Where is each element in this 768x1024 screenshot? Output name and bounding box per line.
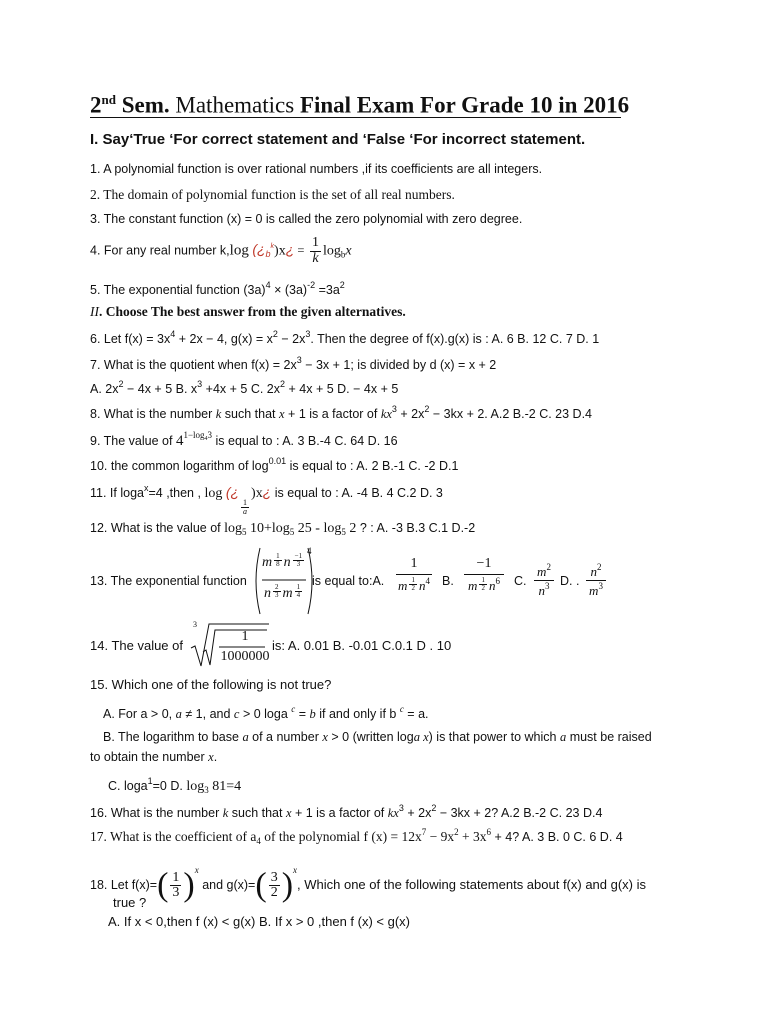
q17-d: + 3x xyxy=(458,829,487,844)
q13-option-a xyxy=(396,556,432,594)
q15a-9: if and only if b xyxy=(315,707,400,721)
q16-c: x xyxy=(285,806,292,820)
q9-exp-text: 1−log xyxy=(183,430,205,440)
q13-option-d xyxy=(586,562,606,599)
q7o-e3: 2 xyxy=(280,379,286,389)
q16-f: + 2x xyxy=(403,806,432,820)
q11-log: log xyxy=(204,486,223,501)
q7o-c: +4x + 5 C. 2x xyxy=(202,382,281,396)
q13-B-m-exp-den: 2 xyxy=(481,584,485,593)
q16-k: k xyxy=(222,806,229,820)
q7o-e2: 3 xyxy=(197,379,203,389)
q15b2-2: x xyxy=(208,750,214,764)
q7o-b: − 4x + 5 B. x xyxy=(123,382,198,396)
q6-b: + 2x − 4, g(x) = x xyxy=(175,332,273,346)
q15d-val: 81=4 xyxy=(208,779,242,794)
q14-options: is: A. 0.01 B. -0.01 C.0.1 D . 10 xyxy=(272,638,452,653)
section-2-text: . Choose The best answer from the given alternatives. xyxy=(99,304,406,319)
q13-A-num: 1 xyxy=(396,556,432,575)
q15b-4: x xyxy=(322,730,328,744)
question-3: 3. The constant function (x) = 0 is called the zero polynomial with zero degree. xyxy=(90,212,523,226)
q11-c: is equal to : A. -4 B. 4 C.2 D. 3 xyxy=(271,486,443,500)
q15b-3: of a number xyxy=(248,730,323,744)
q17-e2: 2 xyxy=(454,827,459,837)
q18-f-fraction xyxy=(170,871,181,901)
q15-option-c-d xyxy=(108,776,241,795)
q15d-sub: 3 xyxy=(204,785,209,795)
q15a-2: a xyxy=(175,707,182,721)
q13-num-n-exp-num: −1 xyxy=(294,552,303,560)
q16-e2: 2 xyxy=(431,803,437,813)
question-2: 2. The domain of polynomial function is the set of all real numbers. xyxy=(90,187,455,202)
q18-f-close-paren: ) xyxy=(183,866,195,904)
q13-den-m-exp xyxy=(295,584,303,600)
question-15: 15. Which one of the following is not true? xyxy=(90,677,332,692)
q13-num-m-exp-num: 1 xyxy=(276,552,280,560)
q13-A-den-m-exp xyxy=(409,577,417,593)
q7o-e1: 2 xyxy=(118,379,124,389)
q17-a: 17. What is the coefficient of a xyxy=(90,829,257,844)
q15b2-1: to obtain the number xyxy=(90,750,209,764)
q15a-11: = a. xyxy=(403,707,429,721)
q13-num-m-exp xyxy=(274,553,282,569)
q8-g: − 3kx + 2. A.2 B.-2 C. 23 D.4 xyxy=(429,407,592,421)
q17-c: − 9x xyxy=(426,829,455,844)
q11-a: 11. If loga xyxy=(90,486,144,500)
q9-exp-tail: 3 xyxy=(207,430,213,440)
q16-g: − 3kx + 2? A.2 B.-2 C. 23 D.4 xyxy=(436,806,603,820)
q15a-3: ≠ 1, and xyxy=(181,707,234,721)
question-8 xyxy=(90,404,592,422)
question-1: 1. A polynomial function is over rational numbers ,if its coefficients are all integers. xyxy=(90,162,543,176)
q15b-8: a xyxy=(559,730,567,744)
q11-e: x xyxy=(143,483,149,493)
q13-D-num-exp: 2 xyxy=(597,562,602,572)
q6-e3: 3 xyxy=(305,329,311,339)
q15a-4: c xyxy=(233,707,240,721)
section-2-heading xyxy=(90,304,406,320)
q15b-9: must be raised xyxy=(566,730,652,744)
q4-fraction xyxy=(310,236,321,266)
q4-log2-sub: b xyxy=(340,249,346,260)
q5-a: 5. The exponential function (3a) xyxy=(90,283,266,297)
q18-g-fraction xyxy=(269,871,280,901)
q4-inner-sub: b xyxy=(265,249,271,260)
q13-A-m-exp-num: 1 xyxy=(411,576,415,584)
q6-a: 6. Let f(x) = 3x xyxy=(90,332,171,346)
q13-A-m-exp-den: 2 xyxy=(411,584,415,593)
q15-option-a xyxy=(103,704,429,722)
q13-den-m-exp-den: 4 xyxy=(296,591,301,600)
q18-f-exp: x xyxy=(194,865,199,875)
q12-l3: log xyxy=(323,521,342,536)
title-subject: Mathematics xyxy=(169,92,300,118)
q13-num-n-exp xyxy=(293,553,304,569)
q16-e: kx xyxy=(387,806,399,820)
q18-g-open-paren: ( xyxy=(255,866,267,904)
q10-b: is equal to : A. 2 B.-1 C. -2 D.1 xyxy=(286,459,459,473)
q15b-6: a x xyxy=(413,730,429,744)
q13-D-label: D. . xyxy=(560,574,580,588)
q5-b: × (3a) xyxy=(270,283,308,297)
q8-e1: 3 xyxy=(391,404,397,414)
q13-num-m-exp-den: 8 xyxy=(276,560,280,569)
q13-num-n-exp-den: 3 xyxy=(296,560,301,569)
q11-b: =4 ,then , xyxy=(148,486,205,500)
q13-den-m: m xyxy=(282,586,293,601)
q15b-2: a xyxy=(242,730,249,744)
q13-B-den-n-exp: 6 xyxy=(495,576,500,586)
q15b-7: ) is that power to which xyxy=(428,730,560,744)
q8-e2: 2 xyxy=(424,404,430,414)
q17-f: + 4? A. 3 B. 0 C. 6 D. 4 xyxy=(491,830,623,844)
q15a-5: > 0 loga xyxy=(239,707,292,721)
q11-paren: (¿ xyxy=(225,484,240,500)
q4-inner-k: k xyxy=(270,243,275,251)
q13-inner-denominator xyxy=(264,584,304,602)
q8-b: such that xyxy=(221,407,280,421)
question-7-options xyxy=(90,379,398,396)
q13-B-num: −1 xyxy=(464,556,504,575)
q15c-2: =0 D. xyxy=(152,779,187,793)
q8-e: kx xyxy=(380,407,392,421)
question-5 xyxy=(90,280,345,297)
q9-exp xyxy=(183,430,212,440)
q13-den-n-exp-num: 2 xyxy=(275,583,279,591)
q15c-1: C. loga xyxy=(108,779,148,793)
q14-num: 1 xyxy=(241,629,249,644)
q18-g-den: 2 xyxy=(270,885,278,901)
question-9 xyxy=(90,430,398,450)
q12-v1: 10+ xyxy=(246,521,272,536)
question-18 xyxy=(90,865,646,903)
q15a-7: = xyxy=(295,707,310,721)
q7-e1: 3 xyxy=(296,355,302,365)
q12-a: 12. What is the value of xyxy=(90,521,225,535)
q18-g-num: 3 xyxy=(270,869,278,885)
q7o-a: A. 2x xyxy=(90,382,119,396)
q18-f-open-paren: ( xyxy=(157,866,169,904)
q13-C-num-exp: 2 xyxy=(546,562,551,572)
q4-mid: ¿ xyxy=(285,241,295,258)
q16-d: + 1 is a factor of xyxy=(291,806,388,820)
q15a-1: A. For a > 0, xyxy=(103,707,176,721)
q12-s1: 5 xyxy=(242,527,247,537)
title-rest: Final Exam For Grade 10 in 2016 xyxy=(299,92,630,118)
q13-B-den-m: m xyxy=(468,578,478,593)
section-2-roman: II xyxy=(90,304,99,319)
question-14-label: 14. The value of xyxy=(90,638,183,653)
q4-inner: (¿ xyxy=(252,241,266,258)
q12-v2: 25 - xyxy=(294,521,324,536)
q6-e2: 2 xyxy=(272,329,278,339)
q7-b: − 3x + 1; is divided by d (x) = x + 2 xyxy=(301,358,497,372)
q12-b: ? : A. -3 B.3 C.1 D.-2 xyxy=(356,521,476,535)
q13-D-num: n xyxy=(590,564,597,579)
q13-B-label: B. xyxy=(442,574,454,588)
q4-log: log xyxy=(229,242,249,259)
q15d-log: log xyxy=(186,779,205,794)
q7o-d: + 4x + 5 D. − 4x + 5 xyxy=(285,382,399,396)
q8-f: + 2x xyxy=(396,407,425,421)
q12-v3: 2 xyxy=(345,521,357,536)
q4-close: )x xyxy=(274,243,286,259)
q9-b: is equal to : A. 3 B.-4 C. 64 D. 16 xyxy=(215,434,398,448)
q13-num-n: n xyxy=(283,555,291,570)
title-sem: Sem. xyxy=(115,92,170,118)
q13-outer-exp: 4 xyxy=(307,546,312,556)
exam-title xyxy=(90,92,629,119)
q8-a: 8. What is the number xyxy=(90,407,216,421)
q13-D-den: m xyxy=(589,583,599,598)
q13-B-m-exp-num: 1 xyxy=(481,576,485,584)
q18-options: A. If x < 0,then f (x) < g(x) B. If x > 0 ,then f (x) < g(x) xyxy=(108,914,410,929)
q13-C-label: C. xyxy=(514,574,527,588)
q13-C-den-exp: 3 xyxy=(545,581,550,591)
q13-den-n-exp xyxy=(273,584,281,600)
q18-a: 18. Let f(x)= xyxy=(90,878,158,892)
q13-den-m-exp-num: 1 xyxy=(296,583,301,591)
q15a-6: c xyxy=(291,704,296,714)
q12-s3: 5 xyxy=(341,527,346,537)
q13-den-n: n xyxy=(264,586,271,601)
question-11 xyxy=(90,483,443,517)
q11-frac-num: 1 xyxy=(243,498,248,507)
question-10 xyxy=(90,456,458,473)
question-7 xyxy=(90,355,496,372)
q6-c: − 2x xyxy=(277,332,306,346)
question-6 xyxy=(90,329,599,346)
q17-e3: 6 xyxy=(486,827,492,837)
q9-base: 4 xyxy=(175,433,184,449)
q9-exp-sub: 4 xyxy=(204,436,208,442)
question-12 xyxy=(90,521,475,537)
q8-c: x xyxy=(279,407,285,421)
q8-k: k xyxy=(215,407,222,421)
q5-c: =3a xyxy=(315,283,340,297)
q17-e1: 7 xyxy=(421,827,427,837)
q13-C-den: n xyxy=(538,583,545,598)
q4-prefix: 4. For any real number k, xyxy=(90,243,230,258)
q13-option-c xyxy=(534,562,554,599)
q13-num-m: m xyxy=(262,555,273,570)
q13-B-den-n: n xyxy=(488,578,496,593)
q15-option-b-line2 xyxy=(90,750,217,765)
q18-g-exp: x xyxy=(293,865,298,875)
q12-l2: log xyxy=(271,521,290,536)
q13-A-den-n-exp: 4 xyxy=(425,576,430,586)
q14-root-index: 3 xyxy=(193,620,197,629)
section-1-heading: I. Say‘True ‘For correct statement and ‘False ‘For incorrect statement. xyxy=(90,131,586,148)
q15b-5: > 0 (written log xyxy=(327,730,414,744)
q15b-1: B. The logarithm to base xyxy=(103,730,243,744)
q13-option-b xyxy=(464,556,504,594)
q14-den: 1000000 xyxy=(220,649,270,664)
q18-g-close-paren: ) xyxy=(281,866,294,904)
q4-eq: = xyxy=(294,243,305,258)
q18-b: and g(x)= xyxy=(198,878,256,892)
q11-mid: ¿ xyxy=(262,484,272,500)
q18-true: true ? xyxy=(113,895,147,910)
title-grade-prefix: 2 xyxy=(90,92,102,118)
q5-exp1: 4 xyxy=(265,280,271,290)
q15a-10: c xyxy=(399,704,404,714)
q17-s: 4 xyxy=(256,836,261,846)
q16-e1: 3 xyxy=(398,803,404,813)
q11-fraction xyxy=(241,499,249,517)
q13-A-den-n: n xyxy=(418,578,426,593)
q13-B-den-m-exp xyxy=(479,577,487,593)
q5-exp3: 2 xyxy=(339,280,345,290)
q4-frac-den: k xyxy=(312,250,319,266)
q5-exp2: -2 xyxy=(307,280,316,290)
q11-frac-den: a xyxy=(243,507,248,517)
q15b2-3: . xyxy=(213,750,218,764)
q7-a: 7. What is the quotient when f(x) = 2x xyxy=(90,358,297,372)
q16-a: 16. What is the number xyxy=(90,806,223,820)
q13-C-num: m xyxy=(537,564,547,579)
q15c-exp: 1 xyxy=(147,776,153,786)
q4-frac-num: 1 xyxy=(311,235,319,250)
question-13-label: 13. The exponential function xyxy=(90,574,247,588)
q9-a: 9. The value of xyxy=(90,434,176,448)
q11-close: )x xyxy=(251,486,263,501)
q12-l1: log xyxy=(224,521,242,536)
question-4 xyxy=(90,236,352,266)
q16-b: such that xyxy=(228,806,286,820)
q15a-8: b xyxy=(309,707,316,721)
q13-inner-numerator xyxy=(262,553,306,571)
q4-log2-arg: x xyxy=(345,243,352,259)
q17-b: of the polynomial f (x) = 12x xyxy=(260,829,422,844)
q13-D-den-exp: 3 xyxy=(598,581,603,591)
q8-d: + 1 is a factor of xyxy=(284,407,381,421)
q4-log2: log xyxy=(322,243,341,259)
q10-e: 0.01 xyxy=(268,456,287,466)
q6-d: . Then the degree of f(x).g(x) is : A. 6 B. 12 C. 7 D. 1 xyxy=(310,332,600,346)
q6-e1: 4 xyxy=(170,329,176,339)
q12-s2: 5 xyxy=(289,527,295,537)
q13-A-den-m: m xyxy=(398,578,408,593)
q18-f-den: 3 xyxy=(172,885,180,901)
q10-a: 10. the common logarithm of log xyxy=(90,459,269,473)
question-16 xyxy=(90,803,602,821)
title-sup: nd xyxy=(101,92,116,107)
q13-is-equal: is equal to:A. xyxy=(312,574,385,588)
question-17 xyxy=(90,827,623,846)
q15-option-b-line1 xyxy=(103,730,652,745)
q13-den-n-exp-den: 3 xyxy=(275,591,279,600)
title-underline xyxy=(90,117,621,118)
q18-f-num: 1 xyxy=(172,869,180,885)
q18-c: , Which one of the following statements about f(x) and g(x) is xyxy=(297,877,647,892)
